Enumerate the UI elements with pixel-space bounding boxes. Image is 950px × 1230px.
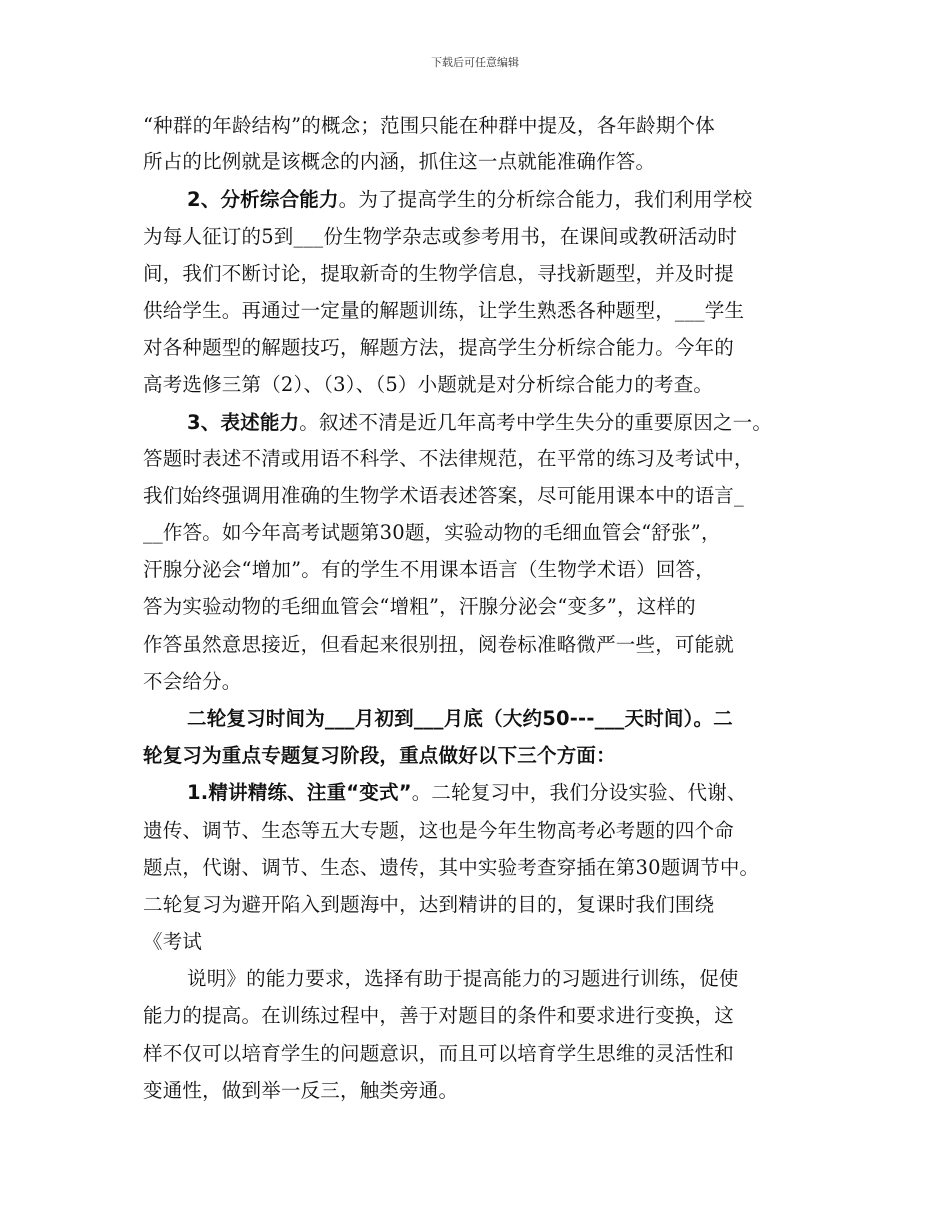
text-line: 汗腺分泌会“增加”。有的学生不用课本语言（生物学术语）回答， [143, 558, 715, 581]
text-line: 对各种题型的解题技巧，解题方法，提高学生分析综合能力。今年的 [143, 336, 735, 359]
text-line: 遗传、调节、生态等五大专题，这也是今年生物高考必考题的四个命 [143, 819, 735, 842]
paragraph-analysis [187, 187, 752, 213]
heading-variants: 1.精讲精练、注重“变式” [187, 781, 412, 804]
text-line: 二轮复习为避开陷入到题海中，达到精讲的目的，复课时我们围绕 [143, 893, 715, 916]
page-header: 下载后可任意编辑 [431, 56, 519, 69]
section-heading-second-round: 二轮复习时间为___月初到___月底（大约50---___天时间）。二 [187, 707, 733, 730]
text-line: 说明》的能力要求，选择有助于提高能力的习题进行训练，促使 [187, 967, 739, 990]
text-line: 我们始终强调用准确的生物学术语表述答案，尽可能用课本中的语言_ [143, 484, 744, 507]
text-span: 。为了提高学生的分析综合能力，我们利用学校 [338, 188, 753, 211]
text-span: 。叙述不清是近几年高考中学生失分的重要原因之一。 [299, 411, 773, 434]
paragraph-expression [187, 410, 772, 436]
text-line: 变通性，做到举一反三，触类旁通。 [143, 1079, 459, 1102]
text-line: 高考选修三第（2）、（3）、（5）小题就是对分析综合能力的考查。 [143, 373, 714, 396]
text-line: “种群的年龄结构”的概念；范围只能在种群中提及，各年龄期个体 [143, 114, 715, 137]
text-line: 供给学生。再通过一定量的解题训练，让学生熟悉各种题型，___学生 [143, 299, 745, 322]
paragraph-variants [187, 780, 747, 806]
text-line: 间，我们不断讨论，提取新奇的生物学信息，寻找新题型，并及时提 [143, 262, 735, 285]
text-line: 作答虽然意思接近，但看起来很别扭，阅卷标准略微严一些，可能就 [143, 633, 735, 656]
text-line: 不会给分。 [143, 670, 242, 693]
text-span: 。二轮复习中，我们分设实验、代谢、 [411, 781, 747, 804]
text-line: 能力的提高。在训练过程中，善于对题目的条件和要求进行变换，这 [143, 1004, 735, 1027]
text-line: __作答。如今年高考试题第30题，实验动物的毛细血管会“舒张”， [143, 521, 721, 544]
text-line: 答为实验动物的毛细血管会“增粗”，汗腺分泌会“变多”，这样的 [143, 595, 696, 618]
heading-expression-ability: 3、表述能力 [187, 411, 300, 434]
heading-analysis-ability: 2、分析综合能力 [187, 188, 339, 211]
text-line: 答题时表述不清或用语不科学、不法律规范，在平常的练习及考试中， [143, 447, 754, 470]
text-line: 《考试 [143, 930, 203, 953]
section-heading-second-round-cont: 轮复习为重点专题复习阶段，重点做好以下三个方面： [143, 744, 616, 767]
text-line: 题点，代谢、调节、生态、遗传，其中实验考查穿插在第30题调节中。 [143, 856, 760, 879]
text-line: 为每人征订的5到___份生物学杂志或参考用书，在课间或教研活动时 [143, 225, 738, 248]
text-line: 所占的比例就是该概念的内涵，抓住这一点就能准确作答。 [143, 150, 656, 173]
text-line: 样不仅可以培育学生的问题意识，而且可以培育学生思维的灵活性和 [143, 1042, 735, 1065]
